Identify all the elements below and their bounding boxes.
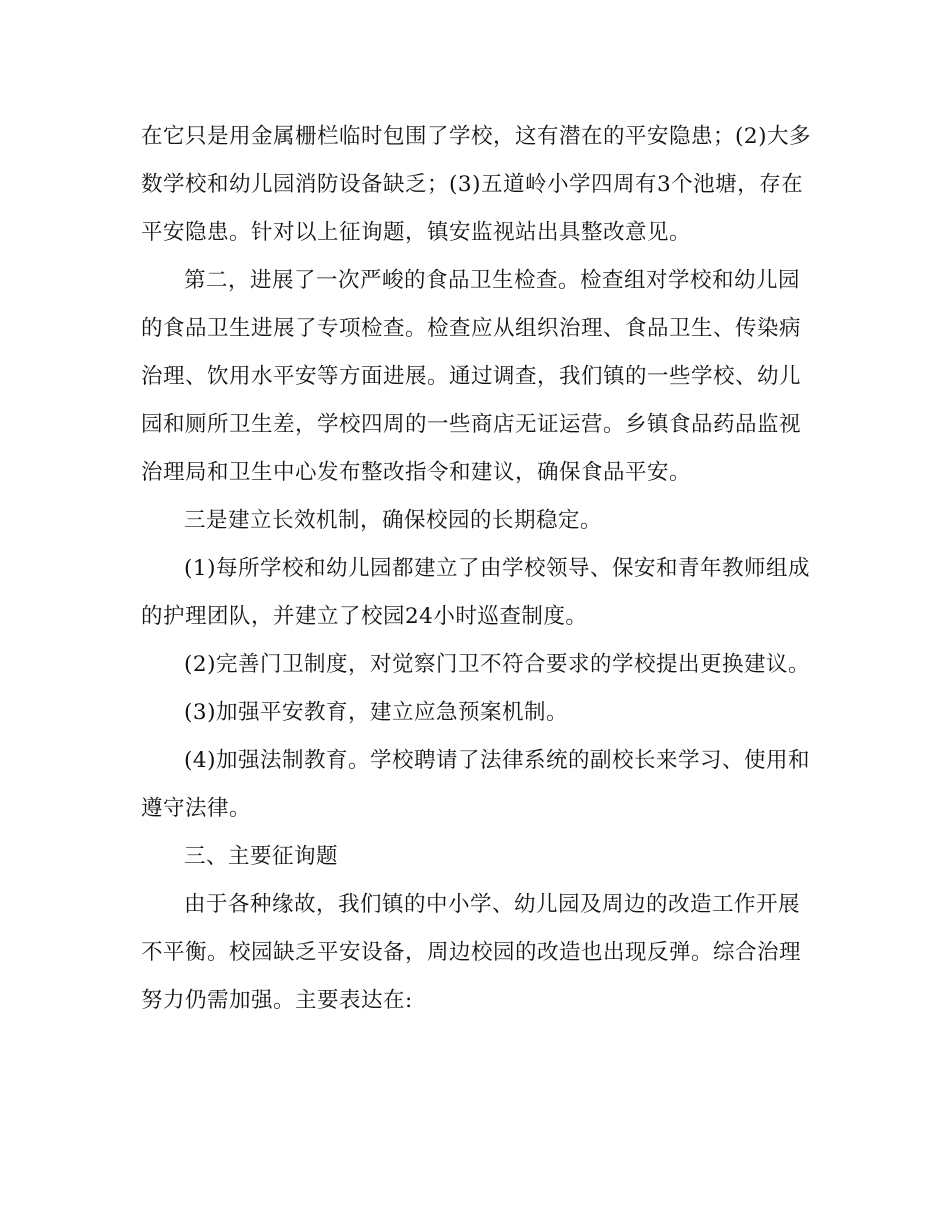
body-line: 在它只是用金属栅栏临时包围了学校，这有潜在的平安隐患；(2)大多	[141, 124, 811, 149]
body-line: 园和厕所卫生差，学校四周的一些商店无证运营。乡镇食品药品监视	[141, 412, 802, 437]
body-line: 治理局和卫生中心发布整改指令和建议，确保食品平安。	[141, 460, 692, 485]
body-line: 的食品卫生进展了专项检查。检查应从组织治理、食品卫生、传染病	[141, 316, 802, 341]
document-body	[141, 125, 811, 1013]
section-heading: 三、主要征询题	[184, 844, 339, 869]
paragraph-start: (4)加强法制教育。学校聘请了法律系统的副校长来学习、使用和	[184, 748, 810, 773]
body-line: 不平衡。校园缺乏平安设备，周边校园的改造也出现反弹。综合治理	[141, 940, 802, 965]
body-line: 数学校和幼儿园消防设备缺乏；(3)五道岭小学四周有3个池塘，存在	[141, 172, 804, 197]
paragraph-start: 第二，进展了一次严峻的食品卫生检查。检查组对学校和幼儿园	[184, 268, 801, 293]
body-line: 努力仍需加强。主要表达在:	[141, 988, 413, 1013]
paragraph-start: (1)每所学校和幼儿园都建立了由学校领导、保安和青年教师组成	[184, 556, 810, 581]
paragraph-start: 由于各种缘故，我们镇的中小学、幼儿园及周边的改造工作开展	[184, 892, 801, 917]
paragraph-start: (3)加强平安教育，建立应急预案机制。	[184, 700, 568, 725]
body-line: 的护理团队，并建立了校园24小时巡查制度。	[141, 604, 588, 629]
body-line: 遵守法律。	[141, 796, 252, 821]
body-line: 平安隐患。针对以上征询题，镇安监视站出具整改意见。	[141, 220, 692, 245]
paragraph-start: (2)完善门卫制度，对觉察门卫不符合要求的学校提出更换建议。	[184, 652, 810, 677]
paragraph-start: 三是建立长效机制，确保校园的长期稳定。	[184, 508, 603, 533]
body-line: 治理、饮用水平安等方面进展。通过调查，我们镇的一些学校、幼儿	[141, 364, 802, 389]
